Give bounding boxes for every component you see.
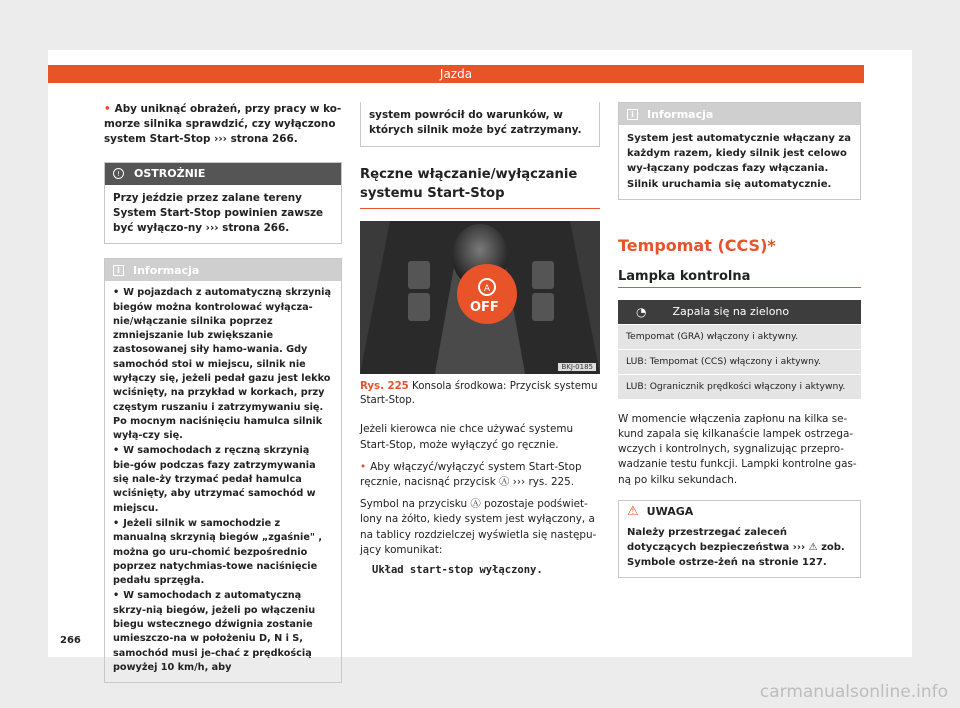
info-item-1: • W pojazdach z automatyczną skrzynią biegów można kontrolować wyłącza-nie/włączanie silnika poprzez zmniejszanie lub zwiększanie zastosowanej siły hamo-wania. Gdy samochód stoi w miejscu, silnik nie wyłączy się, jeżeli pedał gazu jest lekko wciśnięty, na przykład w korkach, przy częstym ruszaniu i zatrzymywaniu się. Po mocnym naciśnięciu hamulca silnik wyłą-czy się. xyxy=(113,286,333,443)
continuation-text: system powrócił do warunków, w których silnik może być zatrzymany. xyxy=(369,109,582,137)
light-row-2: LUB: Tempomat (CCS) włączony i aktywny. xyxy=(618,349,861,374)
lampka-heading: Lampka kontrolna xyxy=(618,269,861,288)
caption-text: Konsola środkowa: Przycisk systemu Start-Stop. xyxy=(360,381,598,407)
warning-light-header xyxy=(618,300,861,324)
info-item-3: • Jeżeli silnik w samochodzie z manualną skrzynią biegów „zgaśnie" , można go uru-chomić bezpośrednio poprzez natychmias-towe naciśnięcie pedału sprzęgła. xyxy=(113,517,333,588)
ostroznie-body: Przy jeździe przez zalane tereny System Start-Stop powinien zawsze być wyłączo-ny ››› strona 266. xyxy=(113,191,324,235)
informacja-box-2 xyxy=(618,102,861,200)
light-header-text: Zapala się na zielono xyxy=(672,305,790,319)
tempomat-heading: Tempomat (CCS)* xyxy=(618,235,776,255)
warning-light-table xyxy=(618,300,861,399)
intro-bullet: • Aby uniknąć obrażeń, przy pracy w ko-morze silnika sprawdzić, czy wyłączono system Start-Stop ››› strona 266. xyxy=(104,102,342,148)
message-text: Układ start-stop wyłączony. xyxy=(372,564,543,577)
console-illustration xyxy=(360,221,600,374)
figure-225 xyxy=(360,221,600,374)
uwaga-box xyxy=(618,500,861,579)
informacja-header-2 xyxy=(619,103,860,125)
informacja-body-2: System jest automatycznie włączany za każdym razem, kiedy silnik jest celowo wy-łączany podczas fazy włączania. Silnik uruchamia się automatycznie. xyxy=(627,133,851,190)
speedometer-icon: ◔ xyxy=(636,304,647,319)
watermark: carmanualsonline.info xyxy=(759,682,948,702)
uwaga-title: UWAGA xyxy=(646,505,694,519)
informacja-box-1 xyxy=(104,258,342,683)
exclamation-circle-icon: ! xyxy=(113,168,124,179)
figure-caption xyxy=(360,380,600,408)
ostroznie-header xyxy=(105,163,341,185)
off-label: OFF xyxy=(470,300,499,316)
uwaga-body: Należy przestrzegać zaleceń dotyczących bezpieczeństwa ››› ⚠ zob. Symbole ostrze-żeń na stronie 127. xyxy=(627,526,845,569)
svg-text:A: A xyxy=(483,284,491,295)
info-icon: i xyxy=(627,109,638,120)
section-heading: Ręczne włączanie/wyłączanie systemu Start-Stop xyxy=(360,165,600,209)
light-row-1: Tempomat (GRA) włączony i aktywny. xyxy=(618,324,861,349)
info-item-2: • W samochodach z ręczną skrzynią bie-gów podczas fazy zatrzymywania się nale-ży trzymać pedał hamulca wciśnięty, aby utrzymać samochód w miejscu. xyxy=(113,444,333,515)
ostroznie-title: OSTROŻNIE xyxy=(134,167,206,181)
informacja-title-2: Informacja xyxy=(647,107,714,121)
column-2 xyxy=(360,102,600,576)
column-1 xyxy=(104,102,342,683)
warning-triangle-icon: ⚠ xyxy=(627,504,639,520)
page-number: 266 xyxy=(60,635,81,646)
info-icon: i xyxy=(113,265,124,276)
paragraph-2: • Aby włączyć/wyłączyć system Start-Stop ręcznie, nacisnąć przycisk Ⓐ ››› rys. 225. xyxy=(360,460,600,490)
informacja-body-1 xyxy=(105,281,341,682)
column-3 xyxy=(618,102,861,578)
paragraph-3: Symbol na przycisku Ⓐ pozostaje podświet-lony na żółto, kiedy system jest wyłączony, a na tablicy rozdzielczej wyświetla się następu-jący komunikat: xyxy=(360,498,597,556)
section-header: Jazda xyxy=(48,65,864,83)
caption-number: Rys. 225 xyxy=(360,381,409,393)
informacja-title-1: Informacja xyxy=(133,263,200,277)
info-item-4: • W samochodach z automatyczną skrzy-nią biegów, jeżeli po włączeniu biegu wstecznego dźwignia zostanie umieszczo-na w położeniu D, N i S, samochód musi je-chać z prędkością powyżej 10 km/h, aby xyxy=(113,589,333,675)
light-row-3: LUB: Ogranicznik prędkości włączony i aktywny. xyxy=(618,374,861,399)
uwaga-header xyxy=(619,501,860,523)
ostroznie-box xyxy=(104,162,342,245)
paragraph-lights: W momencie włączenia zapłonu na kilka se-kund zapala się kilkanaście lampek ostrzega-wczych i kontrolnych, sygnalizując przepro-wadzanie testu funkcji. Lampki kontrolne gas-ną po kilku sekundach. xyxy=(618,412,857,486)
informacja-header-1 xyxy=(105,259,341,281)
continuation-box xyxy=(360,102,600,147)
paragraph-1: Jeżeli kierowca nie chce używać systemu Start-Stop, może wyłączyć go ręcznie. xyxy=(360,423,574,451)
figure-code: BKJ-0185 xyxy=(558,363,596,371)
